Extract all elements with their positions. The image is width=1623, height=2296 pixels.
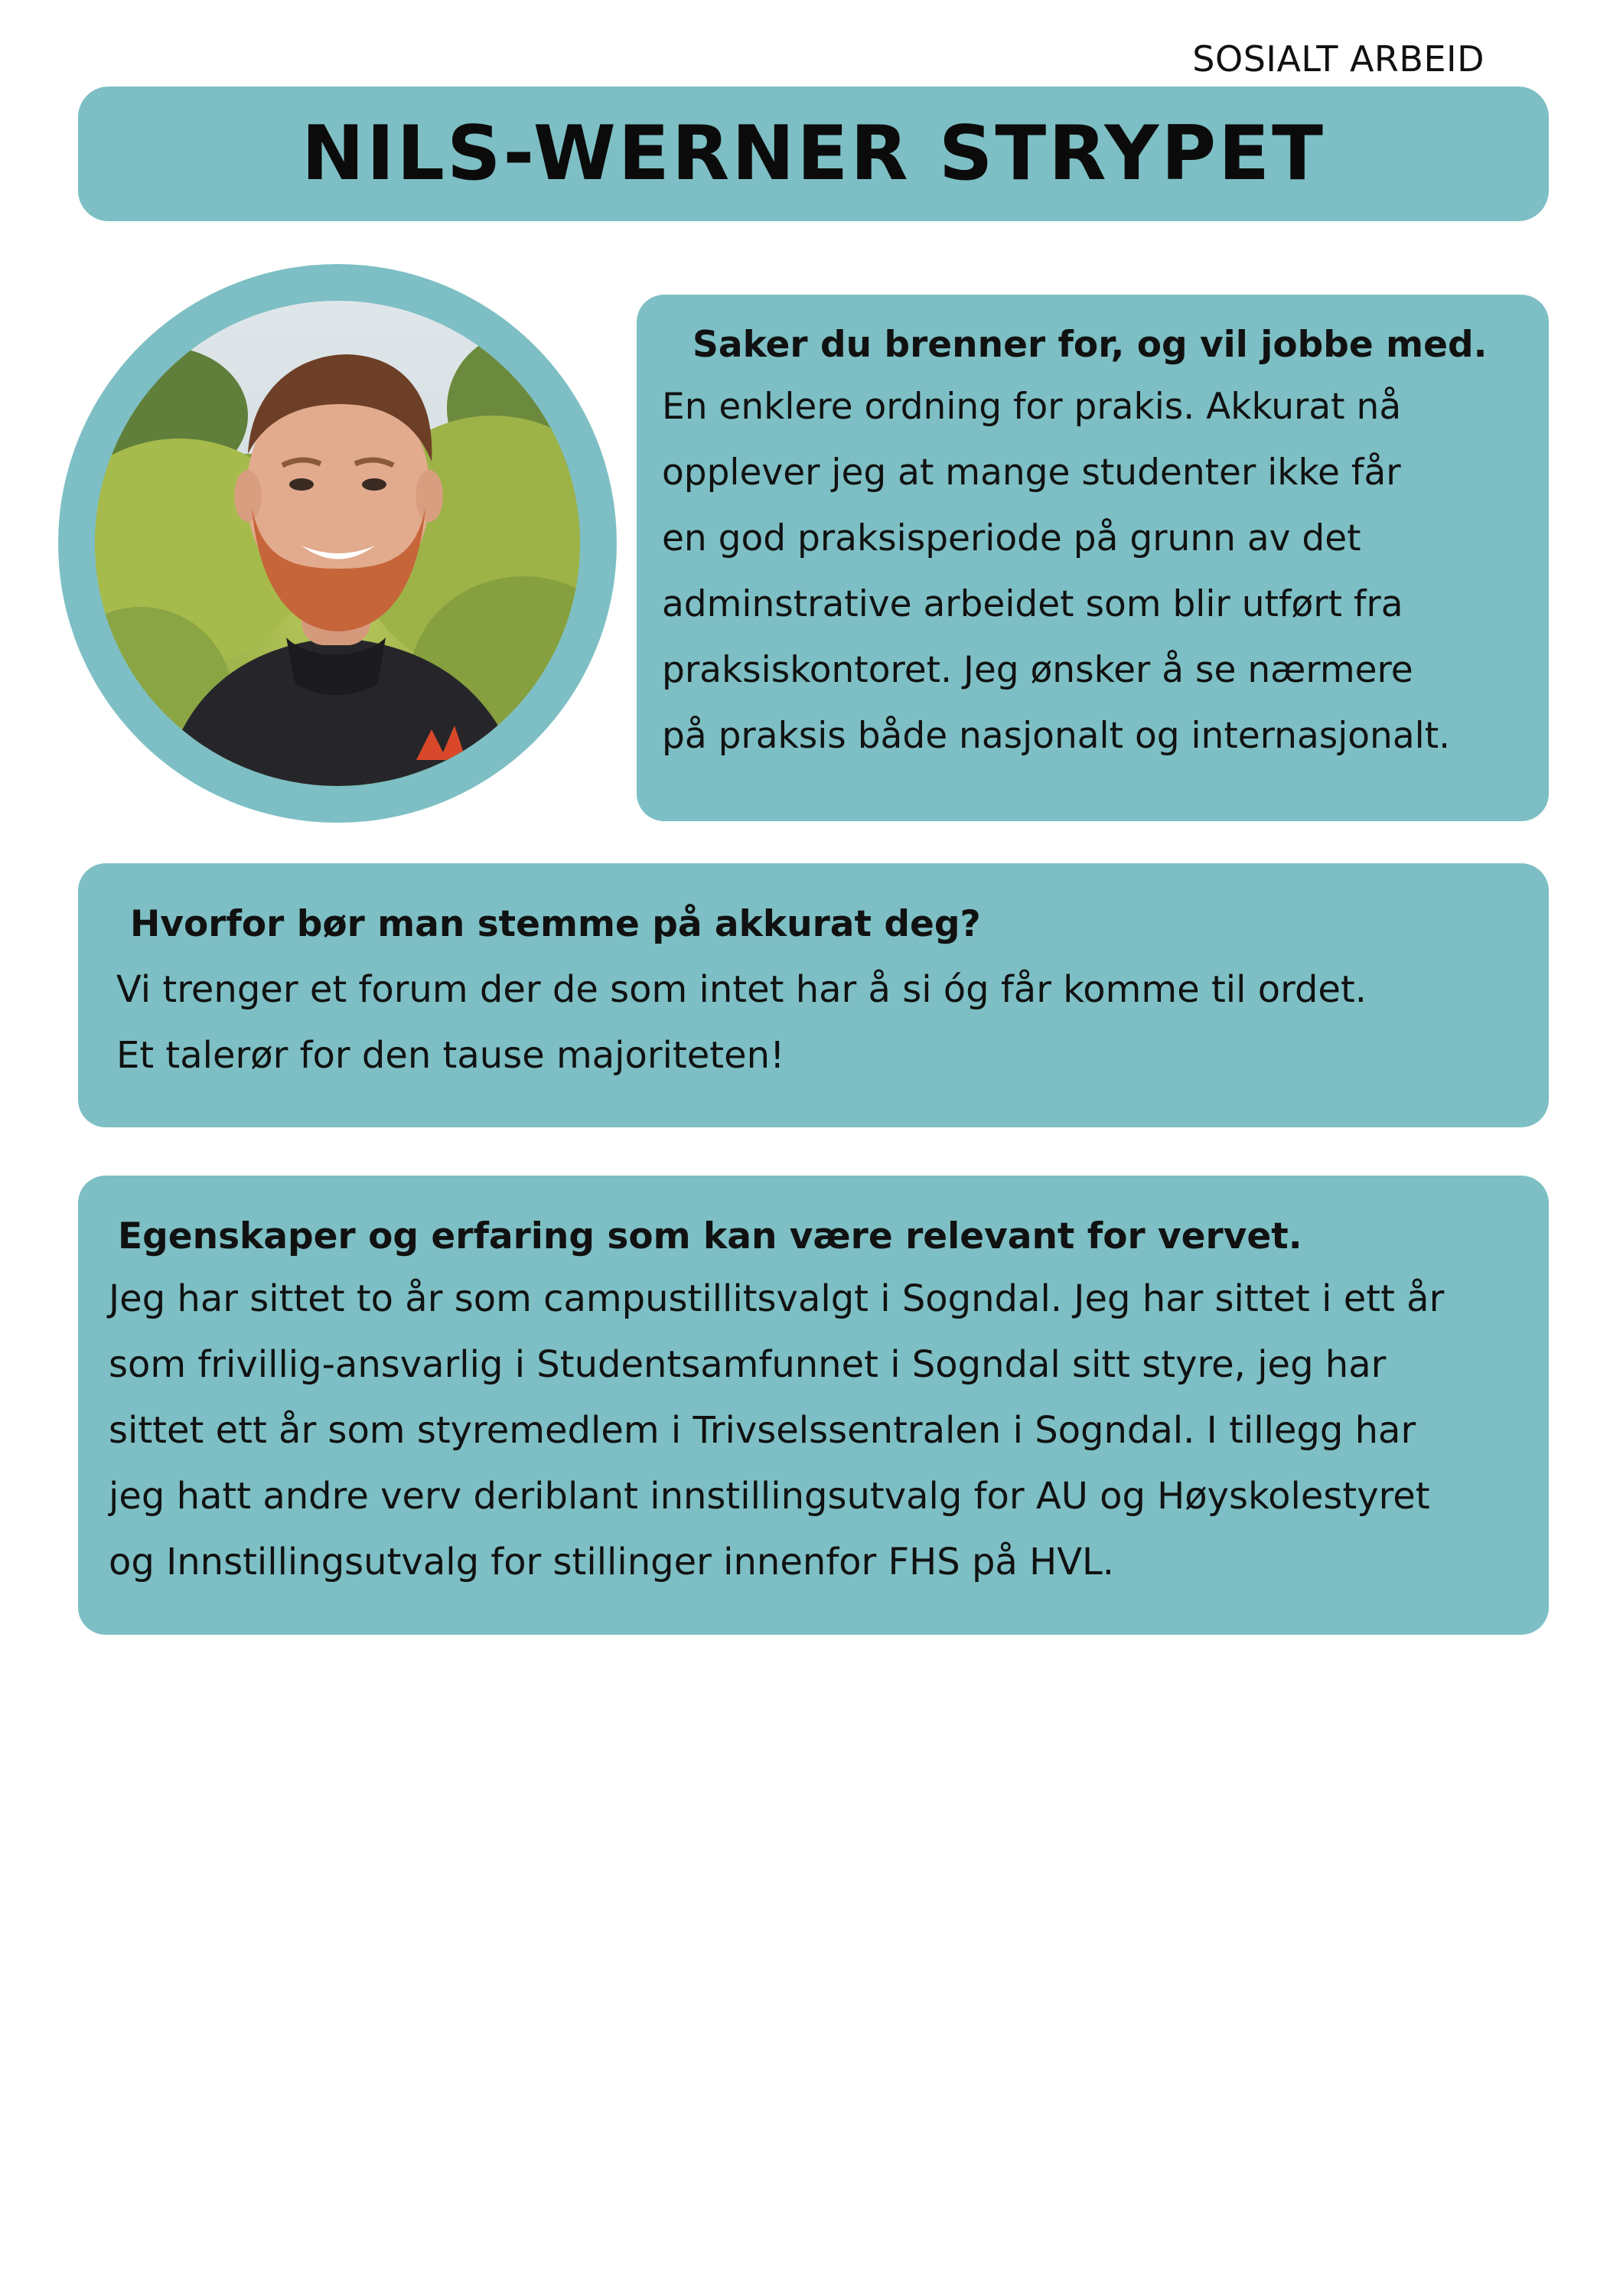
passion-line: på praksis både nasjonalt og internasjonalt. [662,715,1451,758]
why-vote-heading: Hvorfor bør man stemme på akkurat deg? [130,903,981,945]
passion-line: En enklere ordning for prakis. Akkurat nå [662,386,1402,429]
passion-heading: Saker du brenner for, og vil jobbe med. [693,324,1488,366]
portrait-illustration [95,301,580,786]
title-banner [78,86,1549,221]
why-vote-card [78,863,1549,1127]
passion-line: adminstrative arbeidet som blir utført fra [662,583,1403,626]
candidate-photo [95,301,580,786]
passion-text [662,374,1533,769]
candidate-name: NILS-WERNER STRYPET [301,110,1325,197]
why-vote-line: Et talerør for den tause majoriteten! [116,1034,785,1078]
why-vote-text [116,957,1526,1088]
experience-card [78,1176,1549,1635]
why-vote-line: Vi trenger et forum der de som intet har å si óg får komme til ordet. [116,968,1367,1012]
experience-line: sittet ett år som styremedlem i Trivselssentralen i Sogndal. I tillegg har [109,1409,1416,1453]
experience-text [109,1266,1526,1595]
passion-line: praksiskontoret. Jeg ønsker å se nærmere [662,649,1413,692]
passion-card [637,295,1549,821]
program-label: SOSIALT ARBEID [1192,38,1484,80]
passion-line: opplever jeg at mange studenter ikke får [662,452,1401,494]
experience-line: Jeg har sittet to år som campustillitsvalgt i Sogndal. Jeg har sittet i ett år [109,1277,1445,1321]
photo-frame [58,264,617,823]
experience-heading: Egenskaper og erfaring som kan være relevant for vervet. [118,1215,1302,1257]
experience-line: og Innstillingsutvalg for stillinger innenfor FHS på HVL. [109,1541,1115,1584]
experience-line: jeg hatt andre verv deriblant innstillingsutvalg for AU og Høyskolestyret [109,1475,1430,1518]
passion-line: en god praksisperiode på grunn av det [662,517,1361,560]
experience-line: som frivillig-ansvarlig i Studentsamfunnet i Sogndal sitt styre, jeg har [109,1343,1387,1387]
